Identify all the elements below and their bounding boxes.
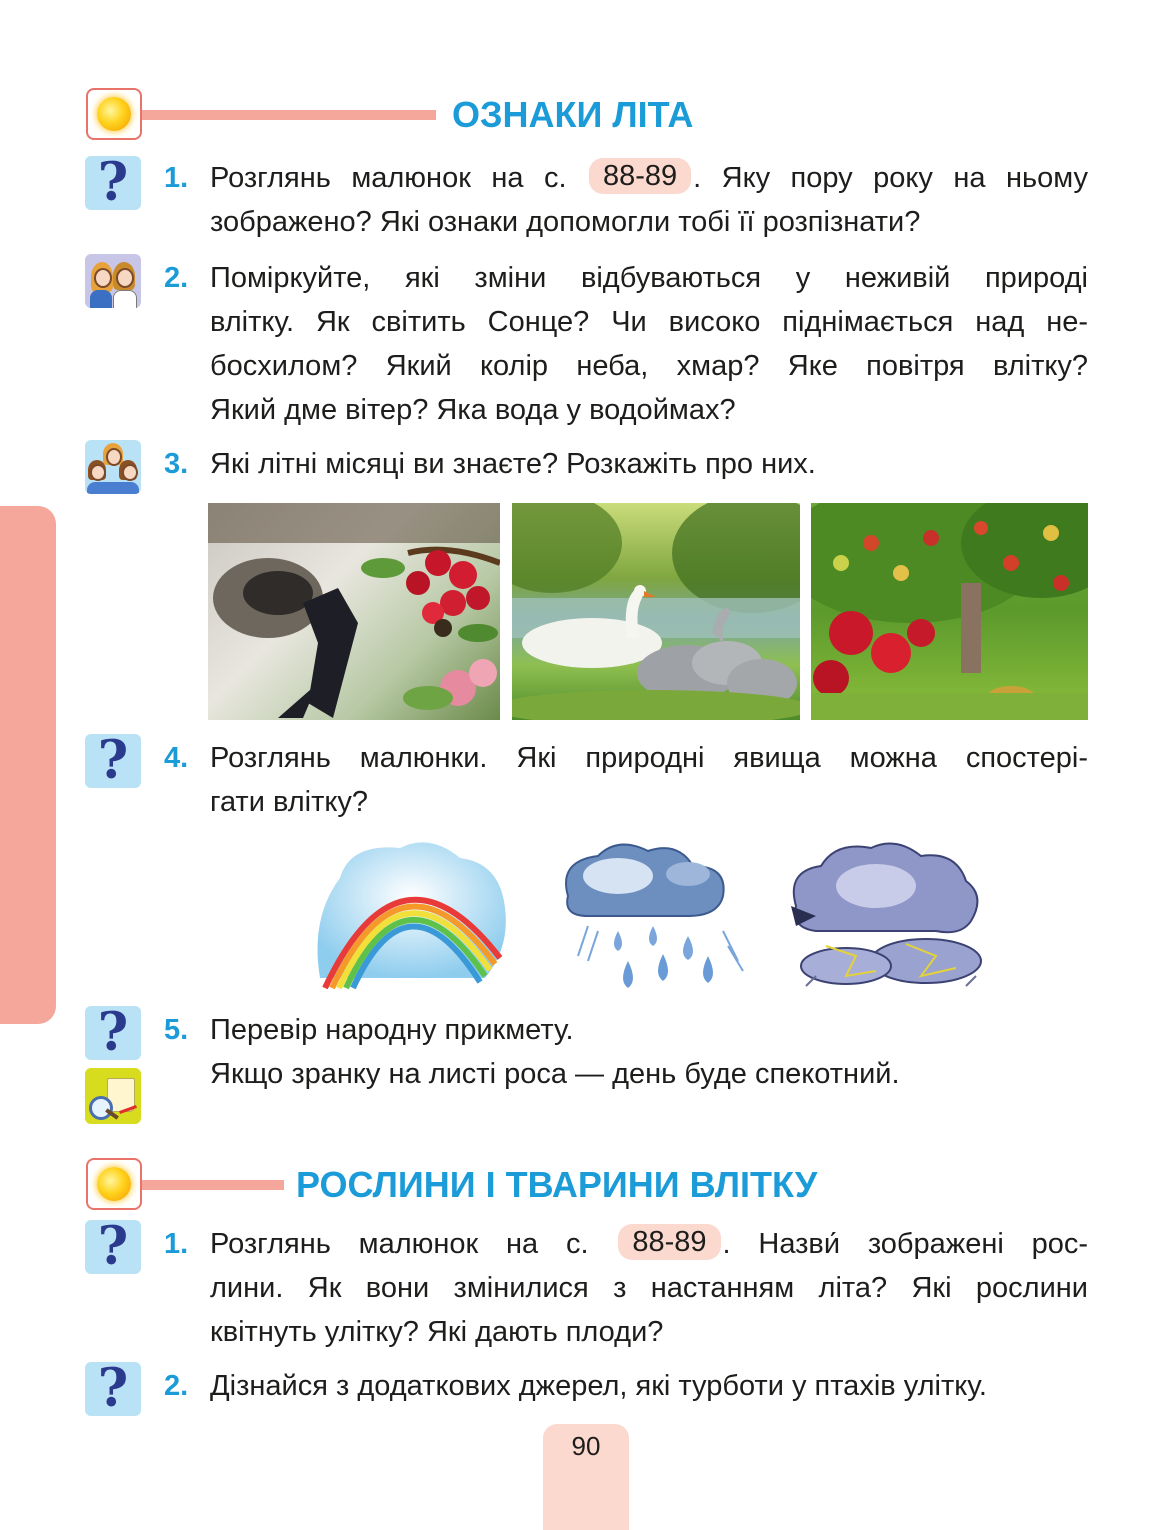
section-divider <box>142 110 436 120</box>
question-icon: ? <box>85 1220 141 1274</box>
task-text: Перевір народну прикмету. Якщо зранку на листі роса — день буде спекотний. <box>210 1014 900 1090</box>
photo-swans-pond <box>512 503 800 720</box>
task-number: 2. <box>164 1370 189 1402</box>
page-number: 90 <box>543 1424 629 1530</box>
group-work-icon <box>85 440 141 494</box>
page-reference-badge: 88-89 <box>618 1224 720 1260</box>
task-text: Поміркуйте, які зміни відбуваються у неживій природі влітку. Як світить Сонце? Чи високо піднімається над не- босхилом? Який колір неба, хмар? Яке повітря влітку? Який дме вітер? Яка вода у водоймах? <box>210 262 1088 426</box>
side-tab <box>0 506 56 1024</box>
section-divider <box>142 1180 284 1190</box>
task-number: 1. <box>164 1228 189 1260</box>
page-reference-badge: 88-89 <box>589 158 691 194</box>
rain-cloud-illustration <box>548 836 748 996</box>
task-text: Які літні місяці ви знаєте? Розкажіть про них. <box>210 448 816 480</box>
task-number: 2. <box>164 262 189 294</box>
task-text: Розглянь малюнки. Які природні явища можна спостері- гати влітку? <box>210 742 1088 818</box>
task-text: Розглянь малюнок на с. 88-89 . Яку пору року на ньому зображено? Які ознаки допомогли тобі її розпізнати? <box>210 160 1088 238</box>
question-icon: ? <box>85 1006 141 1060</box>
photo-swallows-cherries <box>208 503 500 720</box>
question-icon: ? <box>85 734 141 788</box>
question-icon: ? <box>85 1362 141 1416</box>
task-text: Дізнайся з додаткових джерел, які турботи у птахів улітку. <box>210 1370 987 1402</box>
rainbow-illustration <box>310 838 510 990</box>
sun-icon <box>86 1158 142 1210</box>
section-title-summer-signs: ОЗНАКИ ЛІТА <box>452 94 694 135</box>
question-icon: ? <box>85 156 141 210</box>
sun-icon <box>86 88 142 140</box>
task-number: 5. <box>164 1014 189 1046</box>
observation-icon <box>85 1068 141 1124</box>
task-text: Розглянь малюнок на с. 88-89 . Назви́ зображені рос- лини. Як вони змінилися з настанням літа? Які рослини квітнуть улітку? Які дають плоди? <box>210 1226 1088 1348</box>
task-number: 1. <box>164 162 189 194</box>
section-title-plants-animals: РОСЛИНИ І ТВАРИНИ ВЛІТКУ <box>296 1164 818 1205</box>
task-number: 4. <box>164 742 189 774</box>
pair-work-icon <box>85 254 141 308</box>
task-number: 3. <box>164 448 189 480</box>
photo-apple-orchard <box>811 503 1088 720</box>
storm-cloud-illustration <box>786 836 988 996</box>
